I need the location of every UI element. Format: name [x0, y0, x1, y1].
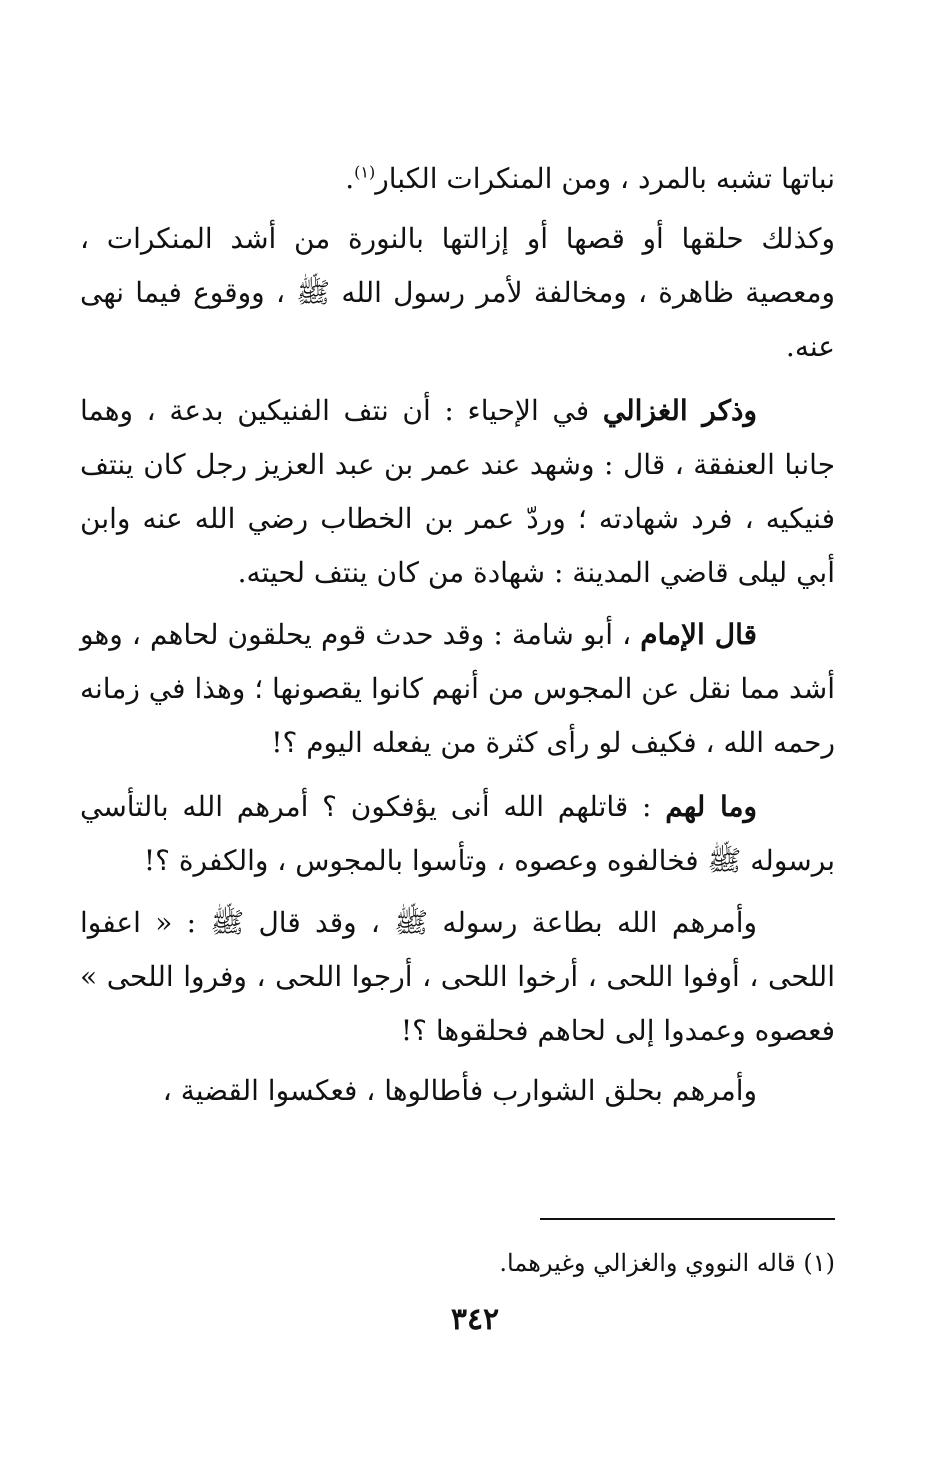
footnote-separator — [540, 1218, 835, 1220]
main-text — [80, 152, 835, 1118]
footnote-marker: (١) — [354, 162, 376, 182]
paragraph-text: : قاتلهم الله أنى يؤفكون ؟ أمرهم الله بالتأسي برسوله ﷺ فخالفوه وعصوه ، وتأسوا بالمجوس ، والكفرة ؟! — [80, 790, 835, 877]
paragraph-text: وأمرهم بحلق الشوارب فأطالوها ، فعكسوا القضية ، — [162, 1074, 757, 1107]
paragraph-ghazali — [80, 384, 835, 600]
paragraph-text: وكذلك حلقها أو قصها أو إزالتها بالنورة من أشد المنكرات ، ومعصية ظاهرة ، ومخالفة لأمر رسول الله ﷺ ، ووقوع فيما نهى عنه. — [80, 222, 835, 363]
footnote — [300, 1243, 835, 1283]
paragraph-continuation — [80, 152, 835, 206]
paragraph-text: نباتها تشبه بالمرد ، ومن المنكرات الكبار — [375, 162, 835, 195]
paragraph-obey-prophet — [80, 896, 835, 1058]
footnote-text: قاله النووي والغزالي وغيرهما. — [499, 1249, 796, 1277]
paragraph-text: في الإحياء : أن نتف الفنيكين بدعة ، وهما جانبا العنفقة ، قال : وشهد عند عمر بن عبد العزيز رجل كان ينتف فنيكيه ، فرد شهادته ؛ وردّ عمر بن الخطاب رضي الله عنه وابن أبي ليلى قاضي المدينة : شهادة من كان ينتف لحيته. — [80, 394, 835, 589]
paragraph-end: . — [345, 162, 355, 195]
page-number: ٣٤٢ — [450, 1302, 500, 1337]
paragraph-text: ، أبو شامة : وقد حدث قوم يحلقون لحاهم ، وهو أشد مما نقل عن المجوس من أنهم كانوا يقصونها ؛ وهذا في زمانه رحمه الله ، فكيف لو رأى كثرة من يفعله اليوم ؟! — [80, 618, 835, 759]
paragraph-wa-ma-lahum — [80, 780, 835, 888]
paragraph-shaving — [80, 212, 835, 374]
paragraph-lead: قال الإمام — [640, 618, 757, 651]
footnote-number: (١) — [803, 1249, 835, 1277]
paragraph-text: وأمرهم الله بطاعة رسوله ﷺ ، وقد قال ﷺ : « اعفوا اللحى ، أوفوا اللحى ، أرخوا اللحى ، أرجوا اللحى ، وفروا اللحى » فعصوه وعمدوا إلى لحاهم فحلقوها ؟! — [80, 906, 835, 1047]
paragraph-abu-shama — [80, 608, 835, 770]
paragraph-moustache — [80, 1064, 835, 1118]
paragraph-lead: وما لهم — [665, 790, 758, 823]
paragraph-lead: وذكر الغزالي — [602, 394, 757, 427]
